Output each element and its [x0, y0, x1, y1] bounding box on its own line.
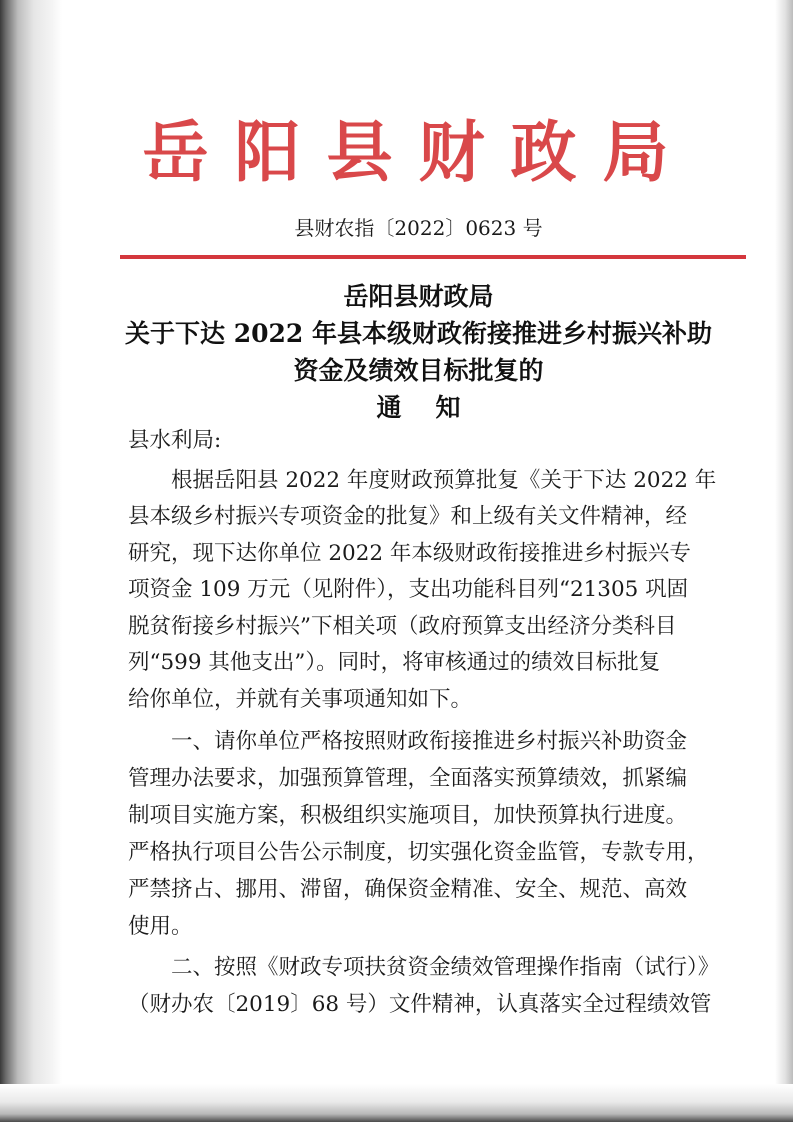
title-line-3: 资金及绩效目标批复的: [293, 356, 544, 385]
body-line: 使用。: [128, 914, 193, 939]
body-line: 脱贫衔接乡村振兴”下相关项（政府预算支出经济分类科目: [128, 614, 677, 639]
body-line: 根据岳阳县 2022 年度财政预算批复《关于下达 2022 年: [128, 468, 717, 493]
body-line: 严禁挤占、挪用、滞留，确保资金精准、安全、规范、高效: [128, 877, 688, 902]
agency-red-header: 岳阳县财政局: [142, 113, 695, 191]
title-line-1: 岳阳县财政局: [343, 282, 494, 311]
body-line: 一、请你单位严格按照财政衔接推进乡村振兴补助资金: [128, 729, 688, 754]
document-title: [62, 278, 775, 426]
body-line: （财办农〔2019〕68 号）文件精神，认真落实全过程绩效管: [128, 992, 712, 1017]
body-line: 项资金 109 万元（见附件），支出功能科目列“21305 巩固: [128, 577, 689, 602]
title-line-4: 通知: [376, 393, 495, 422]
body-line: 研究，现下达你单位 2022 年本级财政衔接推进乡村振兴专: [128, 541, 691, 566]
body-line: 管理办法要求，加强预算管理，全面落实预算绩效，抓紧编: [128, 766, 688, 791]
scan-binding-shadow: [0, 0, 62, 1122]
document-page: [62, 0, 775, 1084]
title-line-2: 关于下达 2022 年县本级财政衔接推进乡村振兴补助: [125, 319, 712, 348]
scan-bottom-edge: [0, 1084, 793, 1122]
body-line: 县本级乡村振兴专项资金的批复》和上级有关文件精神，经: [128, 504, 688, 529]
document-number: 县财农指〔2022〕0623 号: [294, 216, 543, 240]
body-line: 严格执行项目公告公示制度，切实强化资金监管，专款专用，: [128, 840, 709, 865]
body-line: 给你单位，并就有关事项通知如下。: [128, 687, 473, 712]
recipient: 县水利局:: [128, 428, 222, 453]
body-line: 制项目实施方案，积极组织实施项目，加快预算执行进度。: [128, 803, 688, 828]
scan-right-edge: [775, 0, 793, 1122]
red-separator-line: [120, 255, 746, 259]
body-line: 二、按照《财政专项扶贫资金绩效管理操作指南（试行）》: [128, 955, 720, 980]
body-line: 列“599 其他支出”）。同时，将审核通过的绩效目标批复: [128, 650, 661, 675]
